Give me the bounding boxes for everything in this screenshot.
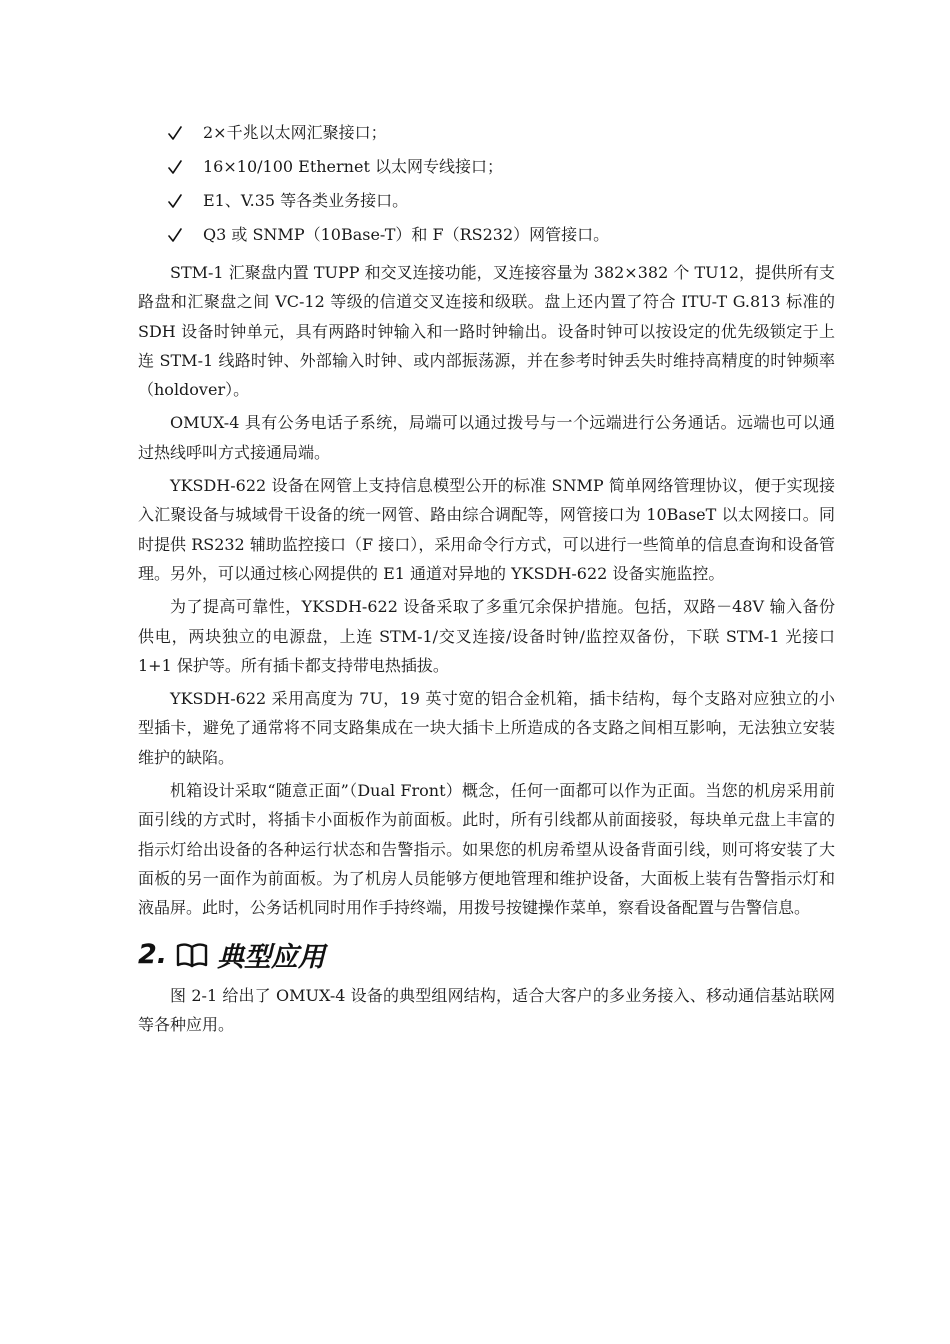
book-icon bbox=[175, 942, 209, 968]
paragraph-typical-application: 图 2-1 给出了 OMUX-4 设备的典型组网结构，适合大客户的多业务接入、移动通信基站联网等各种应用。 bbox=[138, 985, 835, 1034]
checkmark-icon bbox=[168, 159, 182, 175]
paragraph-chassis: YKSDH-622 采用高度为 7U，19 英寸宽的铝合金机箱，插卡结构，每个支路对应独立的小型插卡，避免了通常将不同支路集成在一块大插卡上所造成的各支路之间相互影响，无法独立安装维护的缺陷。 bbox=[138, 689, 835, 767]
paragraph-redundancy: 为了提高可靠性，YKSDH-622 设备采取了多重冗余保护措施。包括，双路－48V 输入备份供电，两块独立的电源盘，上连 STM-1/交叉连接/设备时钟/监控双备份，下联 STM-1 光接口 1+1 保护等。所有插卡都支持带电热插拔。 bbox=[138, 597, 835, 675]
bullet-item bbox=[138, 150, 835, 184]
section-title: 典型应用 bbox=[217, 942, 326, 974]
bullet-text: Q3 或 SNMP（10Base-T）和 F（RS232）网管接口。 bbox=[203, 225, 610, 244]
paragraph-orderwire-phone: OMUX-4 具有公务电话子系统，局端可以通过拨号与一个远端进行公务通话。远端也可以通过热线呼叫方式接通局端。 bbox=[138, 413, 835, 462]
bullet-item bbox=[138, 218, 835, 252]
bullet-text: 16×10/100 Ethernet 以太网专线接口； bbox=[203, 157, 503, 176]
paragraph-dual-front: 机箱设计采取“随意正面”（Dual Front）概念，任何一面都可以作为正面。当您的机房采用前面引线的方式时，将插卡小面板作为前面板。此时，所有引线都从前面接驳，每块单元盘上丰富的指示灯给出设备的各种运行状态和告警指示。如果您的机房希望从设备背面引线，则可将安装了大面板的另一面作为前面板。为了机房人员能够方便地管理和维护设备，大面板上装有告警指示灯和液晶屏。此时，公务话机同时用作手持终端，用拨号按键操作菜单，察看设备配置与告警信息。 bbox=[138, 781, 835, 918]
page-content bbox=[138, 116, 835, 1039]
section-heading bbox=[138, 931, 835, 979]
interface-bullet-list bbox=[138, 116, 835, 252]
section-number: 2. bbox=[138, 939, 168, 971]
bullet-text: E1、V.35 等各类业务接口。 bbox=[203, 191, 409, 210]
bullet-item bbox=[138, 184, 835, 218]
checkmark-icon bbox=[168, 193, 182, 209]
checkmark-icon bbox=[168, 227, 182, 243]
paragraph-network-management: YKSDH-622 设备在网管上支持信息模型公开的标准 SNMP 简单网络管理协议，便于实现接入汇聚设备与城域骨干设备的统一网管、路由综合调配等，网管接口为 10BaseT 以太网接口。同时提供 RS232 辅助监控接口（F 接口），采用命令行方式，可以进行一些简单的信息查询和设备管理。另外，可以通过核心网提供的 E1 通道对异地的 YKSDH-622 设备实施监控。 bbox=[138, 476, 835, 583]
bullet-text: 2×千兆以太网汇聚接口； bbox=[203, 123, 387, 142]
paragraph-stm1-aggregation: STM-1 汇聚盘内置 TUPP 和交叉连接功能，叉连接容量为 382×382 个 TU12，提供所有支路盘和汇聚盘之间 VC-12 等级的信道交叉连接和级联。盘上还内置了符合 ITU-T G.813 标准的 SDH 设备时钟单元，具有两路时钟输入和一路时钟输出。设备时钟可以按设定的优先级锁定于上连 STM-1 线路时钟、外部输入时钟、或内部振荡源，并在参考时钟丢失时维持高精度的时钟频率（holdover）。 bbox=[138, 263, 835, 400]
bullet-item bbox=[138, 116, 835, 150]
checkmark-icon bbox=[168, 125, 182, 141]
